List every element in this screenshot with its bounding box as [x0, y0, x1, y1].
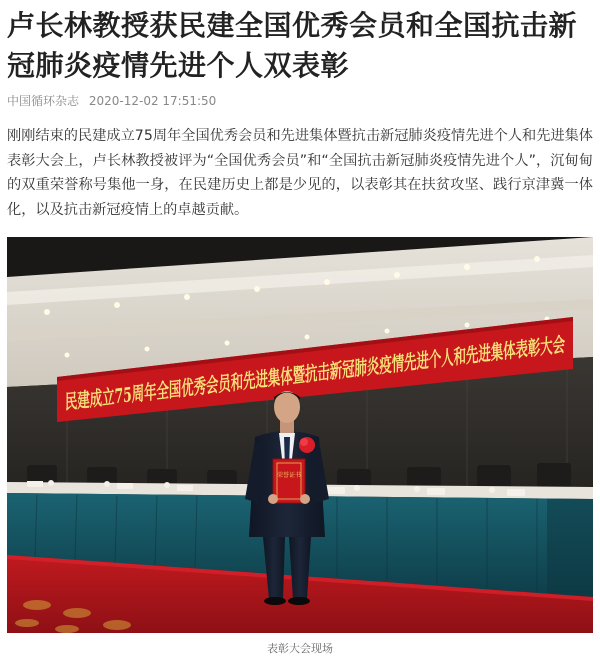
article-paragraph: 刚刚结束的民建成立75周年全国优秀会员和先进集体暨抗击新冠肺炎疫情先进个人和先进集体表彰大会上，卢长林教授被评为“全国优秀会员”和“全国抗击新冠肺炎疫情先进个人”，沉甸甸的双重荣誉称号集他一身，在民建历史上都是少见的，以表彰其在扶贫攻坚、践行京津冀一体化，以及抗击新冠疫情上的卓越贡献。 [7, 128, 593, 218]
article-title: 卢长林教授获民建全国优秀会员和全国抗击新冠肺炎疫情先进个人双表彰 [7, 9, 578, 82]
award-ceremony-photo [7, 237, 593, 633]
certificate [273, 459, 305, 503]
article-meta [7, 92, 216, 109]
article-photo [7, 237, 593, 633]
certificate-text: 荣誉证书 [276, 472, 302, 479]
article-source[interactable]: 中国循环杂志 [7, 94, 80, 108]
photo-caption: 表彰大会现场 [267, 642, 333, 655]
article-timestamp: 2020-12-02 17:51:50 [88, 94, 217, 108]
